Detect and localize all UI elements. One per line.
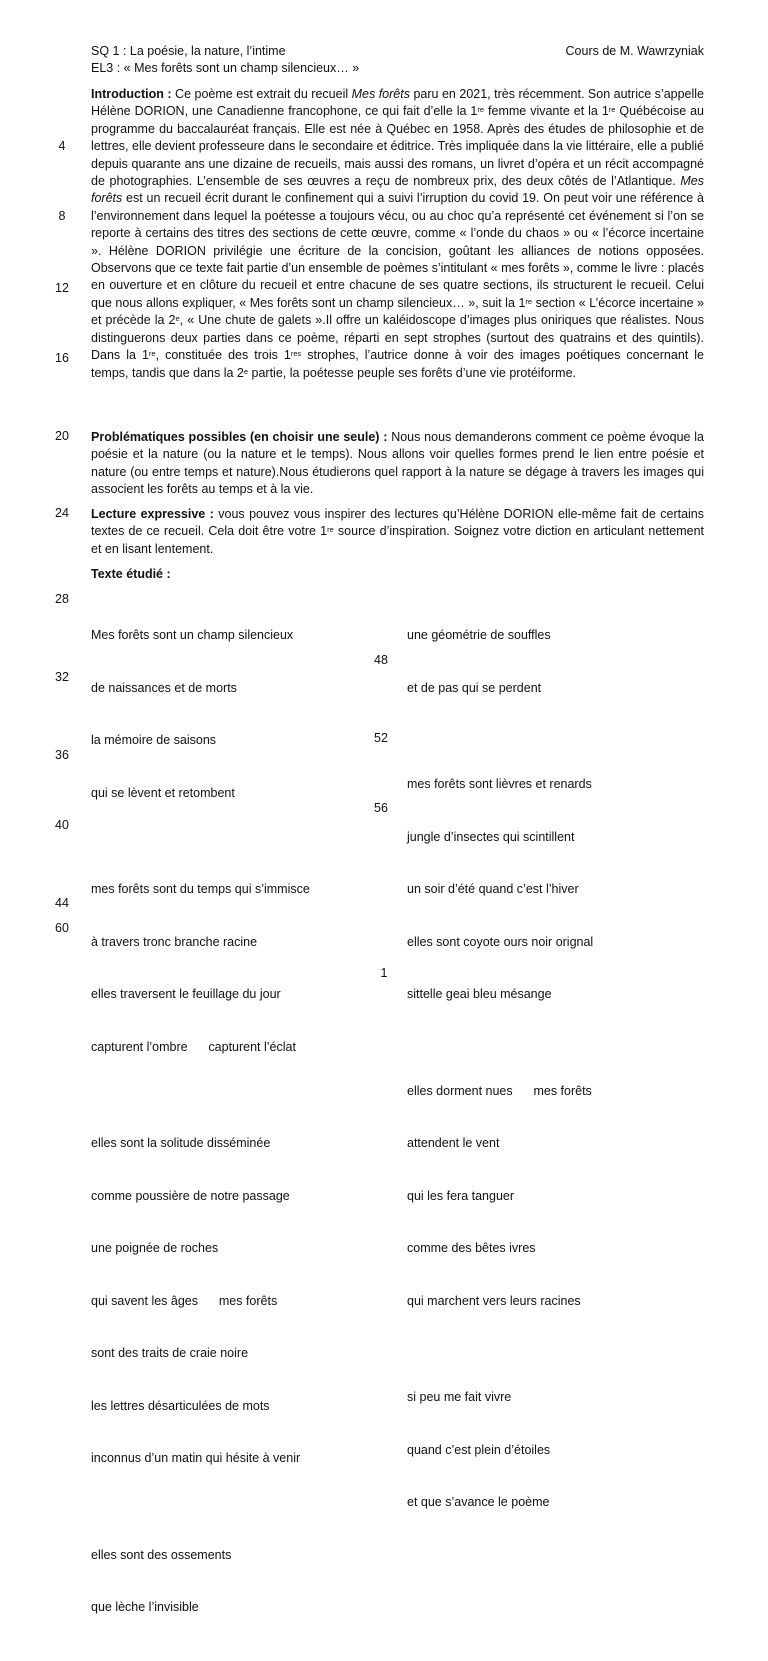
- poem-line: un soir d’été quand c’est l’hiver: [407, 882, 579, 896]
- poem-line: mes forêts sont du temps qui s’immisce: [91, 882, 310, 896]
- line-number: 12: [55, 281, 69, 295]
- line-number: 40: [55, 818, 69, 832]
- line-number: 56: [374, 801, 388, 815]
- line-number: 52: [374, 731, 388, 745]
- poem-line: qui savent les âges mes forêts: [91, 1293, 278, 1308]
- poem-line: la mémoire de saisons: [91, 733, 217, 747]
- stanza: [407, 1048, 593, 1346]
- poem-line: comme poussière de notre passage: [91, 1188, 290, 1203]
- introduction-paragraph: Introduction : Ce poème est extrait du recueil Mes forêts paru en 2021, très récemment. Son autrice s’appelle Hélène DORION, une Canadienne francophone, ce qui fait d’elle la 1re femme vivante et la 1re Québécoise au programme du baccalauréat français. Elle est née à Québec en 1958. Après des études de philosophie et de lettres, elle devient professeure dans le secondaire et éditrice. Très impliquée dans la vie littéraire, elle a publié depuis quarante ans une dizaine de recueils, mais aussi des romans, un livret d’opéra et un récit accompagné de photographies. L’ensemble de ses œuvres a reçu de nombreux prix, des deux côtés de l’Atlantique. Mes forêts est un recueil écrit durant le confinement qui a suivi l’irruption du covid 19. On peut voir une référence à l’environnement dans lequel la poétesse a toujours vécu, ou au choc qu’a représenté cet événement si l’on se reporte à certains des titres des sections de cette œuvre, comme « l’onde du chaos » ou « l’écorce incertaine ». Hélène DORION privilégie une écriture de la concision, goûtant les alliances de notions opposées. Observons que ce texte fait partie d’un ensemble de poèmes s’intitulant « mes forêts », comme le livre : placés en ouverture et en clôture du recueil et entre chacune de ses quatre sections, ils structurent le recueil. Celui que nous allons expliquer, « Mes forêts sont un champ silencieux… », suit la 1re section « L’écorce incertaine » et précède la 2e, « Une chute de galets ».Il offre un kaléidoscope d’images plus oniriques que réalistes. Nous distinguerons deux parties dans ce poème, réparti en sept strophes (surtout des quatrains et des quintils). Dans la 1re, constituée des trois 1res strophes, l’autrice donne à voir des images poétiques concernant le temps, tandis que dans la 2e partie, la poétesse peuple ses forêts d’une vie protéiforme.: [91, 87, 705, 380]
- stanza: [91, 1100, 310, 1503]
- lesson-title: EL3 : « Mes forêts sont un champ silencieux… »: [91, 61, 360, 75]
- line-number: 36: [55, 748, 69, 762]
- poem-line: de naissances et de morts: [91, 680, 237, 695]
- stanza: [91, 592, 310, 837]
- poem-line: sont des traits de craie noire: [91, 1346, 249, 1360]
- poem-right-column: [407, 592, 593, 1556]
- intro-label: Introduction :: [91, 87, 172, 101]
- sequence-title: SQ 1 : La poésie, la nature, l’intime: [91, 44, 286, 58]
- reading-paragraph: Lecture expressive : vous pouvez vous inspirer des lectures qu’Hélène DORION elle-même fait de certains textes de ce recueil. Cela doit être votre 1re source d’inspiration. Soignez votre diction en articulant nettement et en lisant lentement.: [91, 507, 705, 556]
- poem-line: qui se lèvent et retombent: [91, 785, 235, 800]
- line-number: 28: [55, 592, 69, 606]
- header-left: [91, 43, 359, 77]
- poem-line: à travers tronc branche racine: [91, 934, 258, 949]
- poem-line: et de pas qui se perdent: [407, 680, 542, 695]
- poem-line: une poignée de roches: [91, 1241, 219, 1255]
- line-number: 4: [58, 139, 66, 153]
- text-label: Texte étudié :: [91, 567, 171, 581]
- poem-line: qui les fera tanguer: [407, 1188, 515, 1203]
- poem-line: elles dorment nues mes forêts: [407, 1083, 592, 1098]
- poem-line: elles traversent le feuillage du jour: [91, 987, 281, 1001]
- poem-line: Mes forêts sont un champ silencieux: [91, 628, 294, 642]
- line-number: 20: [55, 429, 69, 443]
- poem-line: les lettres désarticulées de mots: [91, 1398, 270, 1413]
- problem-label: Problématiques possibles (en choisir une seule) :: [91, 430, 388, 444]
- stanza: [91, 1512, 310, 1652]
- poem-line: mes forêts sont lièvres et renards: [407, 777, 592, 791]
- poem-line: que lèche l’invisible: [91, 1600, 199, 1614]
- line-number: 60: [55, 921, 69, 935]
- poem-line: attendent le vent: [407, 1136, 500, 1150]
- poem-line: inconnus d’un matin qui hésite à venir: [91, 1451, 301, 1465]
- course-author: Cours de M. Wawrzyniak: [565, 44, 704, 58]
- line-number: 8: [58, 209, 66, 223]
- poem-line: quand c’est plein d’étoiles: [407, 1442, 551, 1457]
- stanza: [407, 1354, 593, 1547]
- poem-line: elles sont la solitude disséminée: [91, 1136, 271, 1150]
- poem-line: et que s’avance le poème: [407, 1495, 550, 1509]
- stanza: [407, 592, 593, 732]
- line-number: 48: [374, 653, 388, 667]
- poem-line: capturent l’ombre capturent l’éclat: [91, 1039, 296, 1054]
- poem-line: sittelle geai bleu mésange: [407, 987, 552, 1001]
- line-number: 16: [55, 351, 69, 365]
- poem-line: comme des bêtes ivres: [407, 1241, 536, 1255]
- poem-line: si peu me fait vivre: [407, 1390, 512, 1404]
- poem-line: jungle d’insectes qui scintillent: [407, 829, 575, 844]
- stanza: [407, 741, 593, 1039]
- poem-line: une géométrie de souffles: [407, 628, 551, 642]
- poem-line: elles sont coyote ours noir orignal: [407, 934, 594, 949]
- poem-line: elles sont des ossements: [91, 1547, 232, 1562]
- reading-label: Lecture expressive :: [91, 507, 214, 521]
- line-number: 32: [55, 670, 69, 684]
- line-number: 44: [55, 896, 69, 910]
- line-number: 24: [55, 506, 69, 520]
- problem-paragraph: Problématiques possibles (en choisir une seule) : Nous nous demanderons comment ce poème évoque la poésie et la nature (ou la nature et le temps). Nous allons voir quelles formes prend le lien entre poésie et nature (ou entre temps et nature).Nous étudierons quel rapport à la nature se dégage à travers les images qui associent les forêts au temps et à la vie.: [91, 430, 704, 497]
- page-number: 1: [380, 966, 388, 980]
- poem-left-column: [91, 592, 310, 1661]
- poem-line: qui marchent vers leurs racines: [407, 1293, 581, 1308]
